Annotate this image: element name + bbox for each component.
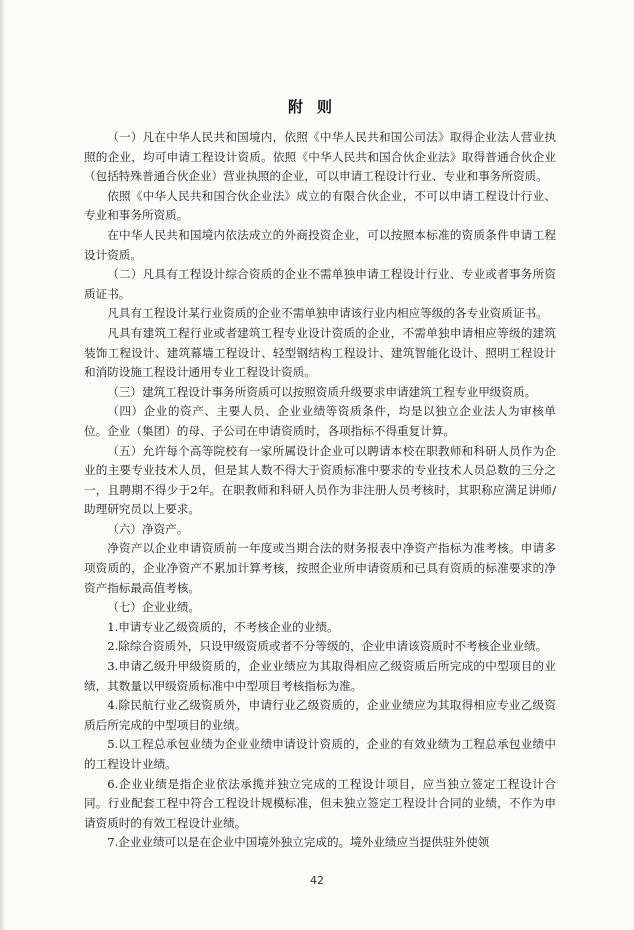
paragraph-14: 2.除综合资质外，只设甲级资质或者不分等级的，企业申请该资质时不考核企业业绩。 bbox=[107, 639, 548, 654]
paragraph-10: （六）净资产。 bbox=[107, 521, 189, 536]
paragraph-18: 6.企业业绩是指企业依法承揽并独立完成的工程设计项目，应当独立签定工程设计合同。行业配套工程中符合工程设计规模标准，但未独立签定工程设计合同的业绩，不作为申请资质时的有效工程设计业绩。 bbox=[84, 776, 556, 830]
paragraph-9: （五）允许每个高等院校有一家所属设计企业可以聘请本校在职教师和科研人员作为企业的主要专业技术人员，但是其人数不得大于资质标准中要求的专业技术人员总数的三分之一，且聘期不得少于2年。在职教师和科研人员作为非注册人员考核时，其职称应满足讲师/助理研究员以上要求。 bbox=[84, 443, 556, 517]
paragraph-17: 5.以工程总承包业绩为企业业绩申请设计资质的，企业的有效业绩为工程总承包业绩中的工程设计业绩。 bbox=[84, 737, 556, 771]
paragraph-11: 净资产以企业申请资质前一年度或当期合法的财务报表中净资产指标为准考核。申请多项资质的，企业净资产不累加计算考核，按照企业所申请资质和已具有资质的标准要求的净资产指标最高值考核。 bbox=[84, 541, 556, 595]
paragraph-16: 4.除民航行业乙级资质外，申请行业乙级资质的，企业业绩应为其取得相应专业乙级资质后所完成的中型项目的业绩。 bbox=[84, 698, 556, 732]
paragraph-5: 凡具有工程设计某行业资质的企业不需单独申请该行业内相应等级的各专业资质证书。 bbox=[107, 306, 548, 321]
page-number: 42 bbox=[310, 874, 324, 887]
paragraph-4: （二）凡具有工程设计综合资质的企业不需单独申请工程设计行业、专业或者事务所资质证书。 bbox=[84, 267, 556, 301]
body-text bbox=[84, 128, 556, 853]
paragraph-2: 依照《中华人民共和国合伙企业法》成立的有限合伙企业，不可以申请工程设计行业、专业和事务所资质。 bbox=[84, 188, 556, 223]
paragraph-15: 3.申请乙级升甲级资质的，企业业绩应为其取得相应乙级资质后所完成的中型项目的业绩，其数量以甲级资质标准中中型项目考核指标为准。 bbox=[84, 659, 556, 693]
paragraph-1: （一）凡在中华人民共和国境内，依照《中华人民共和国公司法》取得企业法人营业执照的企业，均可申请工程设计资质。依照《中华人民共和国合伙企业法》取得普通合伙企业（包括特殊普通合伙企业）营业执照的企业，可以申请工程设计行业、专业和事务所资质。 bbox=[84, 130, 556, 184]
paragraph-6: 凡具有建筑工程行业或者建筑工程专业设计资质的企业，不需单独申请相应等级的建筑装饰工程设计、建筑幕墙工程设计、轻型钢结构工程设计、建筑智能化设计、照明工程设计和消防设施工程设计通用专业工程设计资质。 bbox=[84, 325, 556, 380]
paragraph-8: （四）企业的资产、主要人员、企业业绩等资质条件，均是以独立企业法人为审核单位。企业（集团）的母、子公司在申请资质时，各项指标不得重复计算。 bbox=[84, 404, 556, 438]
paragraph-13: 1.申请专业乙级资质的，不考核企业的业绩。 bbox=[107, 619, 339, 634]
page-title: 附则 bbox=[287, 98, 346, 116]
paragraph-3: 在中华人民共和国境内依法成立的外商投资企业，可以按照本标准的资质条件申请工程设计资质。 bbox=[84, 227, 556, 262]
paragraph-12: （七）企业业绩。 bbox=[107, 600, 200, 615]
paragraph-19: 7.企业业绩可以是在企业中国境外独立完成的。境外业绩应当提供驻外使领 bbox=[107, 835, 490, 850]
paragraph-7: （三）建筑工程设计事务所资质可以按照资质升级要求申请建筑工程专业甲级资质。 bbox=[107, 384, 537, 399]
scan-edge bbox=[0, 0, 5, 930]
